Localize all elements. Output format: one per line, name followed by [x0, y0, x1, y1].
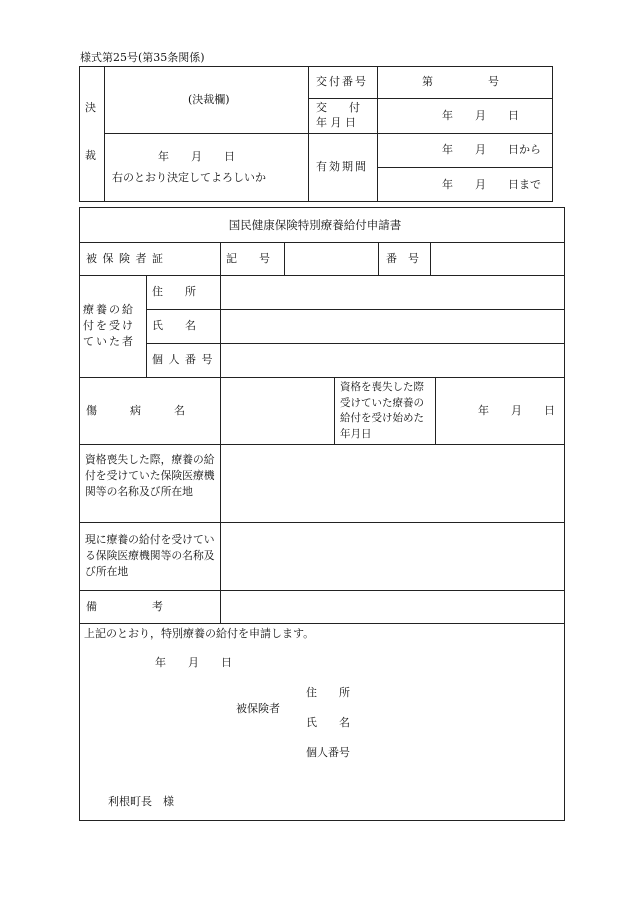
valid-from: 年 月 日から	[442, 143, 541, 156]
number-field[interactable]	[431, 243, 564, 274]
address-label: 住 所	[152, 285, 196, 298]
prev-institution-label: 資格喪失した際，療養の給付を受けていた保険医療機関等の名称及び所在地	[85, 453, 215, 498]
disease-field[interactable]	[221, 378, 333, 443]
name-field[interactable]	[221, 310, 564, 342]
valid-period-label: 有効期間	[316, 160, 368, 173]
insured-person-label: 被保険者	[236, 702, 280, 715]
issue-date-label-2: 年 月 日	[316, 116, 356, 129]
insured-cert-label: 被 保 険 者 証	[86, 252, 164, 265]
issue-number-value: 第 号	[422, 75, 499, 88]
symbol-field[interactable]	[285, 243, 377, 274]
start-date-value: 年 月 日	[478, 404, 555, 417]
approval-text: 右のとおり決定してよろしいか	[112, 171, 266, 184]
recipient-label: 療養の給付を受けていた者	[83, 303, 135, 348]
issue-number-label: 交付番号	[316, 75, 368, 88]
decision-date: 年 月 日	[158, 150, 235, 163]
issue-date-value: 年 月 日	[442, 109, 519, 122]
application-date: 年 月 日	[155, 656, 232, 669]
personal-number-field[interactable]	[221, 344, 564, 376]
form-number: 様式第25号(第35条関係)	[80, 51, 205, 64]
name-label: 氏 名	[152, 319, 196, 332]
decision-label-bottom: 裁	[85, 149, 96, 162]
sign-personal-number-label: 個人番号	[306, 746, 350, 759]
number-label: 番 号	[386, 252, 419, 265]
start-date-label: 資格を喪失した際受けていた療養の給付を受け始めた年月日	[340, 381, 424, 440]
decision-column-label: (決裁欄)	[188, 93, 230, 106]
addressee: 利根町長 様	[108, 795, 174, 808]
sign-address-label: 住 所	[306, 686, 350, 699]
remarks-label: 備 考	[86, 600, 163, 613]
application-title: 国民健康保険特別療養給付申請書	[228, 218, 402, 232]
declaration-text: 上記のとおり，特別療養の給付を申請します。	[84, 627, 315, 640]
address-field[interactable]	[221, 276, 564, 308]
current-institution-field[interactable]	[221, 523, 564, 589]
issue-date-label-1: 交 付	[316, 101, 360, 114]
personal-number-label: 個 人 番 号	[152, 353, 214, 366]
symbol-label: 記 号	[226, 252, 270, 265]
sign-name-label: 氏 名	[306, 716, 350, 729]
decision-label-top: 決	[85, 101, 96, 114]
remarks-field[interactable]	[221, 591, 564, 622]
current-institution-label: 現に療養の給付を受けている保険医療機関等の名称及び所在地	[85, 533, 215, 578]
prev-institution-field[interactable]	[221, 445, 564, 521]
disease-label: 傷 病 名	[86, 404, 185, 417]
valid-to: 年 月 日まで	[442, 178, 541, 191]
